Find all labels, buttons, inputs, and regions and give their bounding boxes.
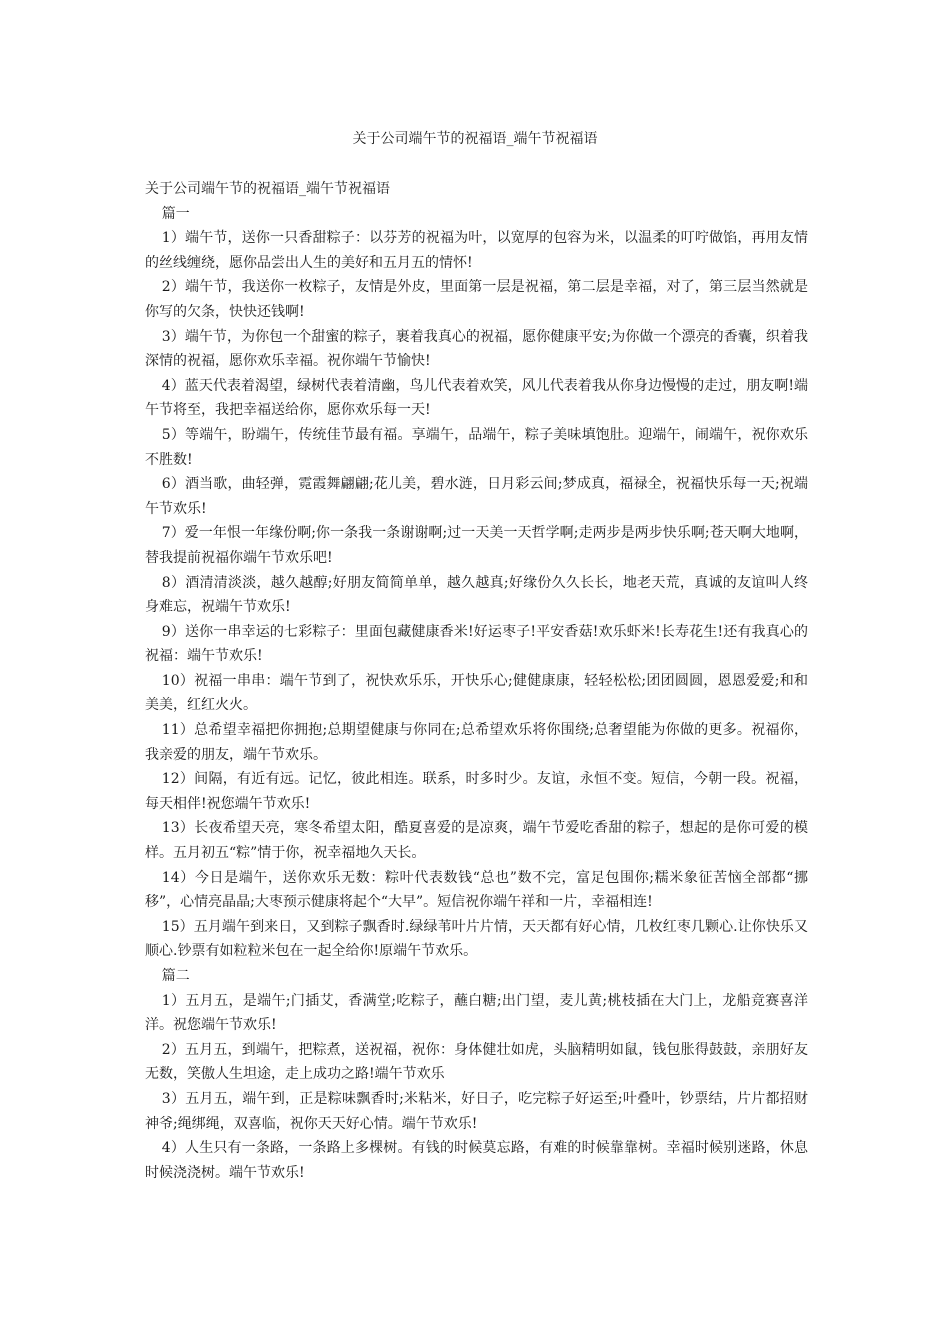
greeting-item: 14）今日是端午，送你欢乐无数：粽叶代表数钱“总也”数不完，富足包围你;糯米象征苦恼全部都“挪移”，心情亮晶晶;大枣预示健康将起个“大早”。短信祝你端午祥和一片，幸福相连! (145, 869, 808, 911)
section-heading-1: 篇一 (161, 205, 190, 222)
document-heading: 关于公司端午节的祝福语_端午节祝福语 (145, 181, 390, 197)
greeting-item: 6）酒当歌，曲轻弹，霓霞舞翩翩;花儿美，碧水涟，日月彩云间;梦成真，福禄全，祝福快乐每一天;祝端午节欢乐! (145, 476, 808, 517)
greeting-item: 13）长夜希望天亮，寒冬希望太阳，酷夏喜爱的是凉爽，端午节爱吃香甜的粽子，想起的是你可爱的模样。五月初五“粽”情于你，祝幸福地久天长。 (145, 820, 808, 862)
greeting-item: 2）五月五，到端午，把粽煮，送祝福，祝你：身体健壮如虎，头脑精明如鼠，钱包胀得鼓鼓，亲朋好友无数，笑傲人生坦途，走上成功之路!端午节欢乐 (145, 1041, 808, 1083)
greeting-item: 8）酒清清淡淡，越久越醇;好朋友简简单单，越久越真;好缘份久久长长，地老天荒，真诚的友谊叫人终身难忘，祝端午节欢乐! (145, 574, 808, 616)
greeting-item: 9）送你一串幸运的七彩粽子：里面包藏健康香米!好运枣子!平安香菇!欢乐虾米!长寿花生!还有我真心的祝福：端午节欢乐! (145, 623, 808, 665)
greeting-item: 4）蓝天代表着渴望，绿树代表着清幽，鸟儿代表着欢笑，风儿代表着我从你身边慢慢的走过，朋友啊!端午节将至，我把幸福送给你，愿你欢乐每一天! (145, 377, 808, 419)
page-title: 关于公司端午节的祝福语_端午节祝福语 (352, 131, 598, 147)
greeting-item: 12）间隔，有近有远。记忆，彼此相连。联系，时多时少。友谊，永恒不变。短信，今朝一段。祝福，每天相伴!祝您端午节欢乐! (145, 771, 808, 812)
greeting-item: 1）五月五，是端午;门插艾，香满堂;吃粽子，蘸白糖;出门望，麦儿黄;桃枝插在大门上，龙船竞赛喜洋洋。祝您端午节欢乐! (145, 992, 808, 1034)
greeting-item: 5）等端午，盼端午，传统佳节最有福。享端午，品端午，粽子美味填饱肚。迎端午，闹端午，祝你欢乐不胜数! (145, 426, 808, 468)
greeting-item: 11）总希望幸福把你拥抱;总期望健康与你同在;总希望欢乐将你围绕;总奢望能为你做的更多。祝福你，我亲爱的朋友，端午节欢乐。 (145, 722, 808, 763)
section-heading-2: 篇二 (161, 968, 190, 984)
document-body (145, 177, 808, 1185)
greeting-item: 10）祝福一串串：端午节到了，祝快欢乐乐，开快乐心;健健康康，轻轻松松;团团圆圆，恩恩爱爱;和和美美，红红火火。 (145, 672, 808, 714)
greeting-item: 1）端午节，送你一只香甜粽子：以芬芳的祝福为叶，以宽厚的包容为米，以温柔的叮咛做馅，再用友情的丝线缠绕，愿你品尝出人生的美好和五月五的情怀! (145, 230, 808, 271)
greeting-item: 4）人生只有一条路，一条路上多棵树。有钱的时候莫忘路，有难的时候靠靠树。幸福时候别迷路，休息时候浇浇树。端午节欢乐! (145, 1140, 808, 1181)
greeting-item: 3）五月五，端午到，正是粽味飘香时;米粘米，好日子，吃完粽子好运至;叶叠叶，钞票结，片片都招财神爷;绳绑绳，双喜临，祝你天天好心情。端午节欢乐! (145, 1090, 808, 1132)
greeting-item: 2）端午节，我送你一枚粽子，友情是外皮，里面第一层是祝福，第二层是幸福，对了，第三层当然就是你写的欠条，快快还钱啊! (145, 279, 808, 320)
greeting-item: 15）五月端午到来日，又到粽子飘香时.绿绿苇叶片片情，天天都有好心情，几枚红枣几颗心.让你快乐又顺心.钞票有如粒粒米包在一起全给你!原端午节欢乐。 (145, 918, 808, 960)
greeting-item: 3）端午节，为你包一个甜蜜的粽子，裹着我真心的祝福，愿你健康平安;为你做一个漂亮的香囊，织着我深情的祝福，愿你欢乐幸福。祝你端午节愉快! (145, 328, 808, 370)
greeting-item: 7）爱一年恨一年缘份啊;你一条我一条谢谢啊;过一天美一天哲学啊;走两步是两步快乐啊;苍天啊大地啊，替我提前祝福你端午节欢乐吧! (145, 525, 808, 566)
